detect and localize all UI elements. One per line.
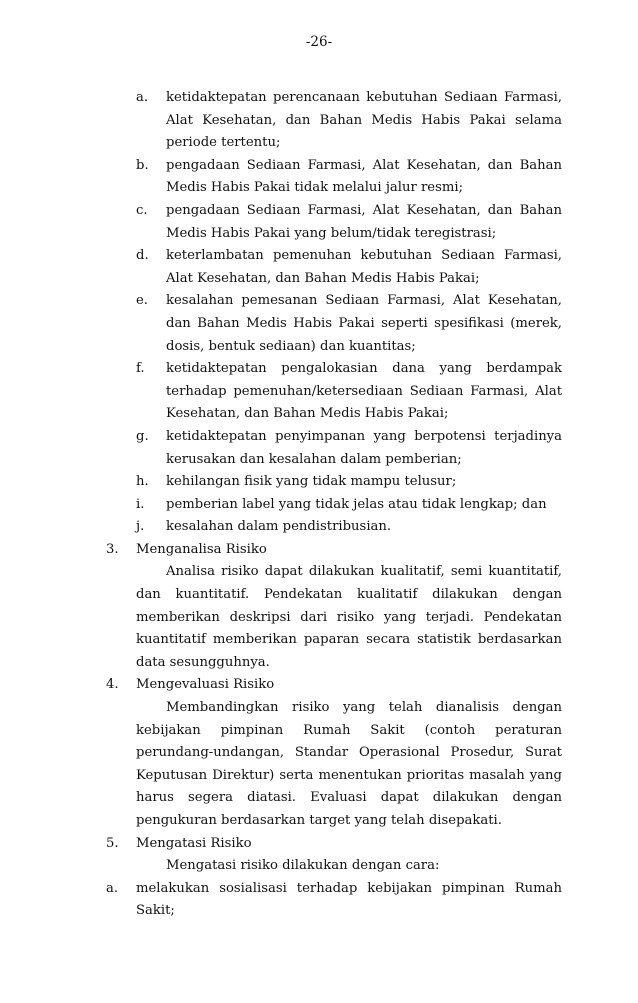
list-item-g bbox=[106, 426, 562, 471]
list-marker: d. bbox=[136, 248, 149, 264]
section-4-heading bbox=[106, 674, 562, 697]
list-marker: a. bbox=[106, 880, 119, 896]
list-item-text: kesalahan dalam pendistribusian. bbox=[166, 519, 392, 535]
list-item-b bbox=[106, 155, 562, 200]
list-item-j bbox=[106, 516, 562, 539]
list-item-text: ketidaktepatan pengalokasian dana yang berdampak terhadap pemenuhan/ketersediaan Sediaan Farmasi, Alat Kesehatan, dan Bahan Medis Habis Pakai; bbox=[166, 361, 562, 422]
section-3-paragraph: Analisa risiko dapat dilakukan kualitatif, semi kuantitatif, dan kuantitatif. Pendekatan kualitatif dilakukan dengan memberikan deskripsi dari risiko yang terjadi. Pendekatan kuantitatif memberikan paparan secara statistik berdasarkan data sesungguhnya. bbox=[136, 564, 562, 670]
list-item-c bbox=[106, 200, 562, 245]
section-title: Mengatasi Risiko bbox=[136, 835, 252, 851]
list-marker: h. bbox=[136, 474, 149, 490]
section-4-paragraph: Membandingkan risiko yang telah dianalisis dengan kebijakan pimpinan Rumah Sakit (contoh peraturan perundang-undangan, Standar Operasional Prosedur, Surat Keputusan Direktur) serta menentukan prioritas masalah yang harus segera diatasi. Evaluasi dapat dilakukan dengan pengukuran berdasarkan target yang telah disepakati. bbox=[136, 700, 562, 828]
section-title: Menganalisa Risiko bbox=[136, 541, 267, 557]
list-item-h bbox=[106, 471, 562, 494]
section-title: Mengevaluasi Risiko bbox=[136, 677, 275, 693]
list-item-a bbox=[106, 87, 562, 155]
list-item-text: ketidaktepatan penyimpanan yang berpotensi terjadinya kerusakan dan kesalahan dalam pemberian; bbox=[166, 428, 562, 467]
list-marker: f. bbox=[136, 361, 145, 377]
section-number: 5. bbox=[106, 835, 119, 851]
list-marker: a. bbox=[136, 90, 149, 105]
section-number: 3. bbox=[106, 541, 119, 557]
list-marker: c. bbox=[136, 202, 148, 218]
list-item-text: kesalahan pemesanan Sediaan Farmasi, Alat Kesehatan, dan Bahan Medis Habis Pakai seperti spesifikasi (merek, dosis, bentuk sediaan) dan kuantitas; bbox=[166, 293, 562, 354]
list-marker: g. bbox=[136, 428, 149, 444]
list-item-text: pengadaan Sediaan Farmasi, Alat Kesehatan, dan Bahan Medis Habis Pakai tidak melalui jalur resmi; bbox=[166, 157, 562, 196]
section-5-heading bbox=[106, 833, 562, 856]
list-item-text: ketidaktepatan perencanaan kebutuhan Sediaan Farmasi, Alat Kesehatan, dan Bahan Medis Habis Pakai selama periode tertentu; bbox=[166, 90, 562, 151]
section-3-heading bbox=[106, 539, 562, 562]
list-item-text: pengadaan Sediaan Farmasi, Alat Kesehatan, dan Bahan Medis Habis Pakai yang belum/tidak teregistrasi; bbox=[166, 202, 562, 241]
page-content bbox=[106, 87, 562, 923]
list-marker: b. bbox=[136, 157, 149, 173]
list-item-f bbox=[106, 358, 562, 426]
list-item-text: keterlambatan pemenuhan kebutuhan Sediaan Farmasi, Alat Kesehatan, dan Bahan Medis Habis Pakai; bbox=[166, 248, 562, 286]
list-item-text: kehilangan fisik yang tidak mampu telusur; bbox=[166, 474, 457, 490]
section-number: 4. bbox=[106, 677, 119, 693]
page-number: -26- bbox=[305, 34, 333, 50]
list-item-text: melakukan sosialisasi terhadap kebijakan pimpinan Rumah Sakit; bbox=[136, 880, 562, 919]
list-marker: j. bbox=[136, 519, 145, 535]
section-5-paragraph: Mengatasi risiko dilakukan dengan cara: bbox=[166, 858, 440, 874]
list-item-text: pemberian label yang tidak jelas atau tidak lengkap; dan bbox=[166, 496, 547, 512]
list-marker: e. bbox=[136, 293, 148, 309]
list-item-e bbox=[106, 290, 562, 358]
list-item-i bbox=[106, 494, 562, 517]
list-item-d bbox=[106, 245, 562, 290]
section-5-item-a bbox=[106, 878, 562, 923]
list-marker: i. bbox=[136, 496, 145, 512]
